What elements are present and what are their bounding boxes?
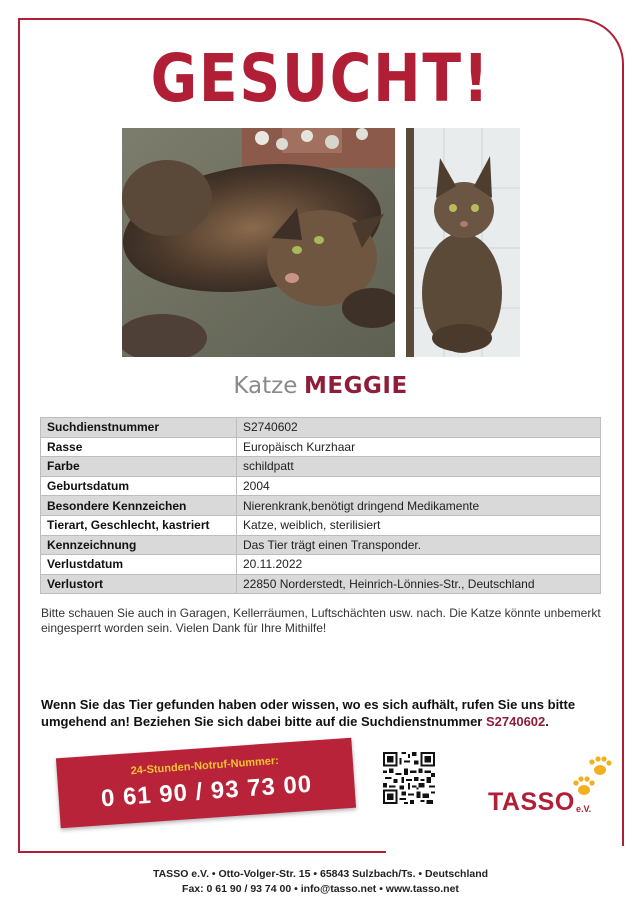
pet-species: Katze — [233, 373, 298, 399]
callout-text: Wenn Sie das Tier gefunden haben oder wissen, wo es sich aufhält, rufen Sie uns bitte umgehend an! Beziehen Sie sich dabei bitte auf die Suchdienstnummer — [41, 697, 576, 729]
row-label: Verlustort — [41, 574, 237, 594]
table-row — [41, 418, 601, 438]
footer-address: TASSO e.V. • Otto-Volger-Str. 15 • 65843 Sulzbach/Ts. • Deutschland — [152, 868, 489, 880]
qr-code-image — [383, 752, 435, 804]
logo-name: TASSO — [488, 788, 575, 816]
hotline-number[interactable]: 0 61 90 / 93 73 00 — [100, 770, 314, 813]
table-row — [41, 457, 601, 477]
row-value: 22850 Norderstedt, Heinrich-Lönnies-Str., Deutschland — [237, 574, 601, 594]
qr-code[interactable] — [383, 752, 435, 804]
callout-end: . — [545, 714, 549, 729]
search-hint: Bitte schauen Sie auch in Garagen, Kellerräumen, Luftschächten usw. nach. Die Katze könnte unbemerkt eingesperrt worden sein. Vielen Dank für Ihre Mithilfe! — [41, 606, 601, 635]
table-row — [41, 535, 601, 555]
pet-heading — [0, 372, 641, 400]
row-label: Farbe — [41, 457, 237, 477]
row-label: Tierart, Geschlecht, kastriert — [41, 515, 237, 535]
row-value: S2740602 — [237, 418, 601, 438]
pet-name: MEGGIE — [304, 373, 408, 399]
row-value: Nierenkrank,benötigt dringend Medikamente — [237, 496, 601, 516]
cat-photo-lying — [122, 128, 395, 357]
table-row — [41, 555, 601, 575]
row-label: Besondere Kennzeichen — [41, 496, 237, 516]
row-label: Geburtsdatum — [41, 476, 237, 496]
row-label: Suchdienstnummer — [41, 418, 237, 438]
page-title: GESUCHT! — [150, 40, 491, 117]
table-row — [41, 574, 601, 594]
row-label: Verlustdatum — [41, 555, 237, 575]
contact-callout — [41, 696, 601, 730]
cat-photo-sitting — [406, 128, 520, 357]
row-value: 20.11.2022 — [237, 555, 601, 575]
footer-contact[interactable]: Fax: 0 61 90 / 93 74 00 • info@tasso.net • www.tasso.net — [182, 883, 459, 895]
row-value: Europäisch Kurzhaar — [237, 437, 601, 457]
callout-search-number: S2740602 — [485, 714, 546, 729]
paw-icon — [570, 756, 618, 800]
table-row — [41, 515, 601, 535]
row-value: Das Tier trägt einen Transponder. — [237, 535, 601, 555]
logo-suffix: e.V. — [576, 804, 592, 814]
table-row — [41, 437, 601, 457]
row-label: Rasse — [41, 437, 237, 457]
row-label: Kennzeichnung — [41, 535, 237, 555]
hotline-label: 24-Stunden-Notruf-Nummer: — [130, 754, 280, 778]
details-table — [40, 417, 601, 594]
table-row — [41, 496, 601, 516]
row-value: Katze, weiblich, sterilisiert — [237, 515, 601, 535]
table-row — [41, 476, 601, 496]
row-value: schildpatt — [237, 457, 601, 477]
row-value: 2004 — [237, 476, 601, 496]
frame-gap — [386, 846, 636, 858]
tasso-logo[interactable] — [488, 756, 618, 826]
